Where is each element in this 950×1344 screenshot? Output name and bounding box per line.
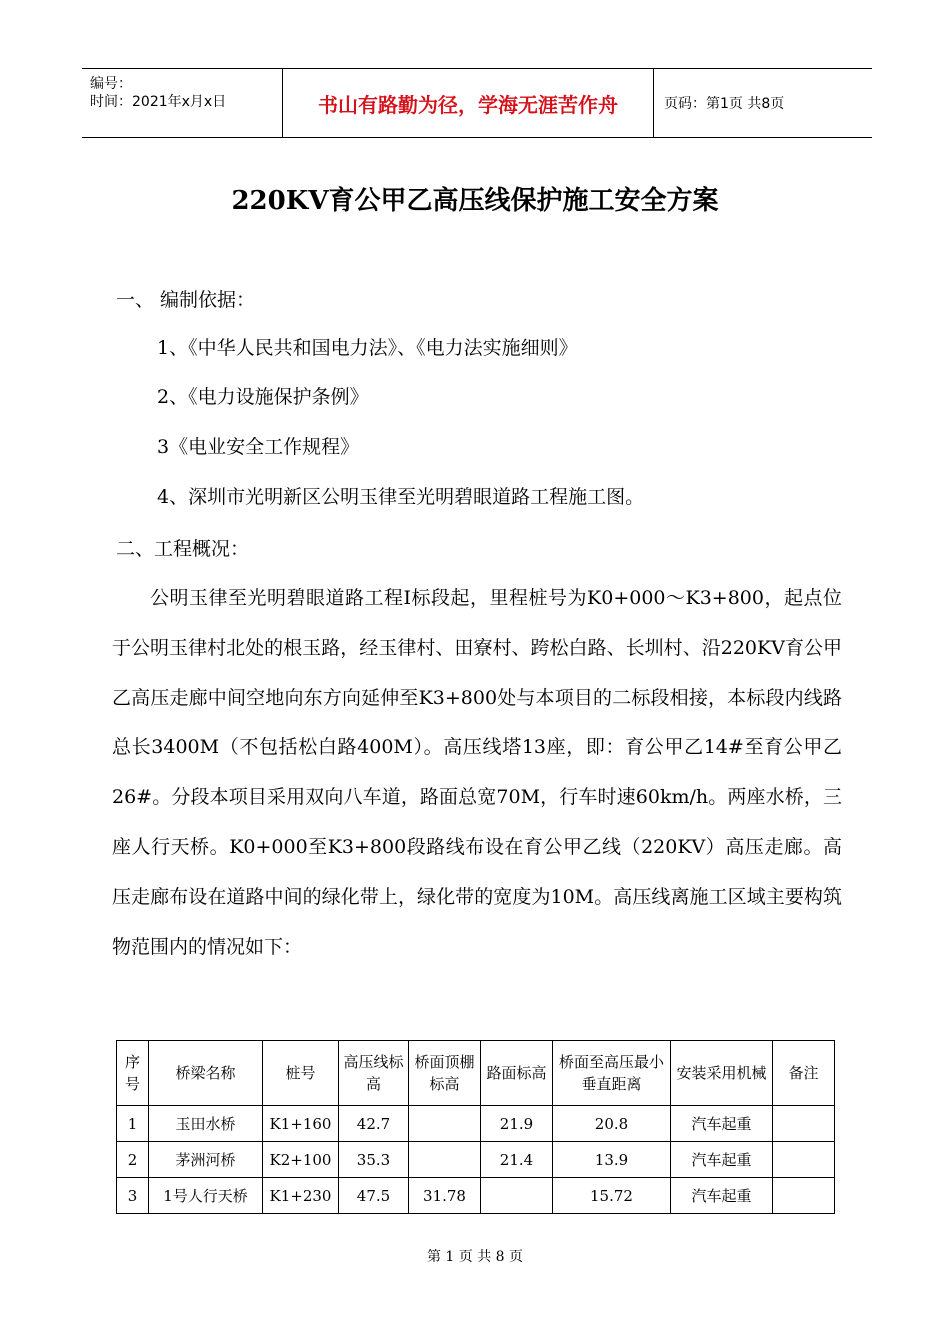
basis-item-3: 3《电业安全工作规程》 — [157, 436, 360, 458]
col-header-bridge-name: 桥梁名称 — [149, 1041, 263, 1106]
number-label: 编号： — [90, 76, 132, 92]
time-label: 时间：2021年x月x日 — [90, 94, 227, 110]
cell-line-elevation: 47.5 — [339, 1178, 409, 1214]
overview-paragraph: 公明玉律至光明碧眼道路工程Ⅰ标段起，里程桩号为K0+000～K3+800，起点位于公明玉律村北处的根玉路，经玉律村、田寮村、跨松白路、长圳村、沿220KV育公甲乙高压走廊中间空地向东方向延伸至K3+800处与本项目的二标段相接，本标段内线路总长3400M（不包括松白路400M）。高压线塔13座，即：育公甲乙14#至育公甲乙26#。分段本项目采用双向八车道，路面总宽70M，行车时速60km/h。两座水桥，三座人行天桥。K0+000至K3+800段路线布设在育公甲乙线（220KV）高压走廊。高压走廊布设在道路中间的绿化带上，绿化带的宽度为10M。高压线离施工区域主要构筑物范围内的情况如下： — [112, 587, 842, 958]
cell-line-elevation: 35.3 — [339, 1142, 409, 1178]
cell-min-distance: 20.8 — [553, 1106, 671, 1142]
header-meta — [82, 69, 282, 137]
cell-remarks — [773, 1142, 835, 1178]
page-footer: 第 1 页 共 8 页 — [426, 1249, 524, 1265]
cell-deck-elevation: 31.78 — [409, 1178, 481, 1214]
cell-bridge-name: 玉田水桥 — [149, 1106, 263, 1142]
header-motto: 书山有路勤为径，学海无涯苦作舟 — [282, 69, 654, 137]
col-header-index: 序号 — [117, 1041, 149, 1106]
cell-bridge-name: 茅洲河桥 — [149, 1142, 263, 1178]
cell-line-elevation: 42.7 — [339, 1106, 409, 1142]
table-row — [117, 1106, 835, 1142]
basis-item-4: 4、深圳市光明新区公明玉律至光明碧眼道路工程施工图。 — [157, 486, 645, 508]
col-header-machinery: 安装采用机械 — [671, 1041, 773, 1106]
cell-deck-elevation — [409, 1106, 481, 1142]
cell-index: 3 — [117, 1178, 149, 1214]
cell-index: 1 — [117, 1106, 149, 1142]
document-header — [82, 68, 872, 138]
table-row — [117, 1142, 835, 1178]
cell-road-elevation — [481, 1178, 553, 1214]
cell-road-elevation: 21.4 — [481, 1142, 553, 1178]
cell-machinery: 汽车起重 — [671, 1142, 773, 1178]
col-header-line-elevation: 高压线标高 — [339, 1041, 409, 1106]
cell-remarks — [773, 1178, 835, 1214]
cell-bridge-name: 1号人行天桥 — [149, 1178, 263, 1214]
col-header-min-distance: 桥面至高压最小垂直距离 — [553, 1041, 671, 1106]
table-header-row — [117, 1041, 835, 1106]
table-row — [117, 1178, 835, 1214]
bridge-table — [116, 1040, 835, 1214]
cell-machinery: 汽车起重 — [671, 1106, 773, 1142]
cell-machinery: 汽车起重 — [671, 1178, 773, 1214]
col-header-deck-elevation: 桥面顶棚标高 — [409, 1041, 481, 1106]
cell-index: 2 — [117, 1142, 149, 1178]
section2-heading: 二、工程概况： — [116, 538, 250, 560]
col-header-remarks: 备注 — [773, 1041, 835, 1106]
header-page-info: 页码：第1页 共8页 — [664, 96, 785, 112]
cell-road-elevation: 21.9 — [481, 1106, 553, 1142]
basis-item-2: 2、《电力设施保护条例》 — [157, 386, 369, 408]
document-title: 220KV育公甲乙高压线保护施工安全方案 — [231, 186, 719, 216]
cell-station: K1+160 — [263, 1106, 339, 1142]
basis-item-1: 1、《中华人民共和国电力法》、《电力法实施细则》 — [157, 337, 578, 359]
cell-deck-elevation — [409, 1142, 481, 1178]
col-header-road-elevation: 路面标高 — [481, 1041, 553, 1106]
section1-heading: 一、 编制依据： — [116, 289, 256, 311]
col-header-station: 桩号 — [263, 1041, 339, 1106]
cell-station: K2+100 — [263, 1142, 339, 1178]
cell-remarks — [773, 1106, 835, 1142]
cell-min-distance: 13.9 — [553, 1142, 671, 1178]
cell-station: K1+230 — [263, 1178, 339, 1214]
cell-min-distance: 15.72 — [553, 1178, 671, 1214]
